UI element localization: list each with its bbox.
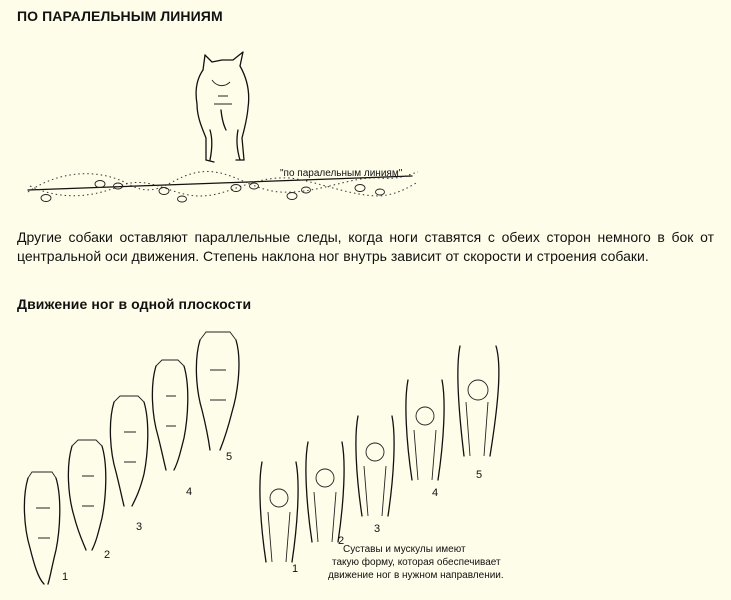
left-step-label-5: 5 — [226, 451, 233, 463]
dogs-sequence-left — [24, 332, 239, 584]
right-step-label-3: 3 — [374, 523, 381, 535]
dog-rear-view-illustration — [196, 52, 249, 162]
track-label: "по паралельным линиям" — [280, 168, 403, 179]
left-step-label-3: 3 — [136, 521, 143, 533]
dog-figure-2 — [68, 440, 105, 550]
description-paragraph: Другие собаки оставляют параллельные следы, когда ноги ставятся с обеих сторон немного в бок от центральной оси движения. Степень наклона ног внутрь зависит от скорости и строения собаки. — [17, 229, 714, 264]
caption-line-2: такую форму, которая обеспечивает — [332, 557, 501, 568]
right-step-label-1: 1 — [292, 563, 299, 575]
dog-figure-1 — [24, 472, 59, 584]
caption-line-1: Суставы и мускулы имеют — [343, 544, 466, 555]
track-path-lower — [30, 178, 418, 196]
dog-figure-3 — [110, 396, 147, 506]
right-step-label-2: 2 — [338, 535, 345, 547]
section-heading-single-plane: Движение ног в одной плоскости — [17, 296, 252, 312]
right-step-label-4: 4 — [432, 487, 439, 499]
skeleton-figure-1 — [260, 462, 298, 562]
caption-line-3: движение ног в нужном направлении. — [328, 570, 504, 581]
skeleton-figure-3 — [356, 416, 394, 516]
dog-figure-4 — [152, 360, 187, 470]
skeleton-caption — [328, 544, 504, 581]
left-step-label-1: 1 — [62, 571, 69, 583]
skeleton-figure-4 — [406, 380, 444, 480]
left-step-label-4: 4 — [186, 486, 193, 498]
skeleton-figure-2 — [306, 442, 344, 542]
dog-figure-5 — [196, 332, 239, 450]
left-step-label-2: 2 — [104, 549, 111, 561]
skeleton-figure-5 — [458, 346, 499, 456]
section-heading-parallel-lines: ПО ПАРАЛЕЛЬНЫМ ЛИНИЯМ — [17, 8, 223, 24]
right-step-label-5: 5 — [476, 469, 483, 481]
left-step-labels — [62, 451, 232, 583]
